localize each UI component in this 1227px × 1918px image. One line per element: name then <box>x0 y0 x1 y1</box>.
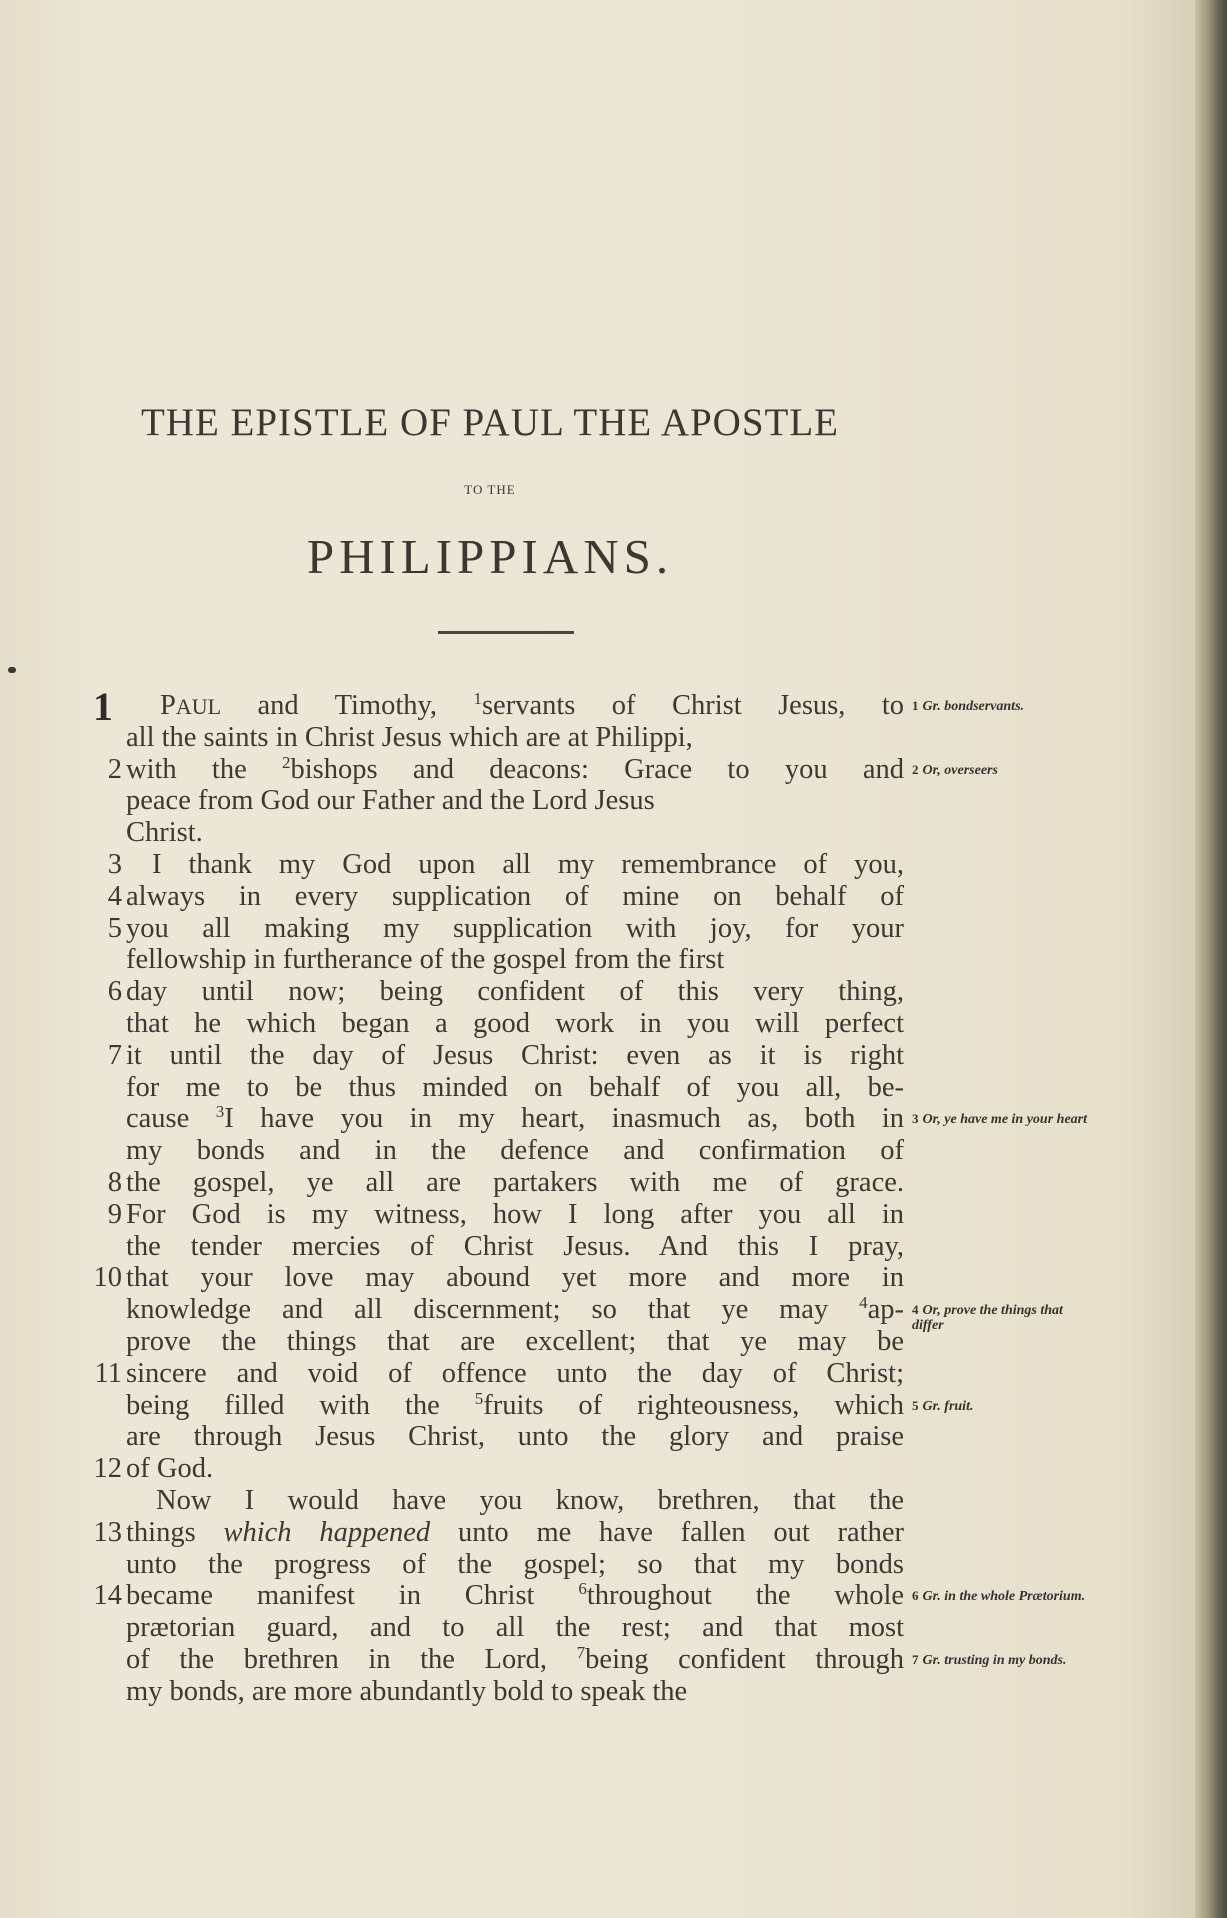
text-span: Now I would have you know, brethren, that the <box>156 1485 904 1516</box>
footnote-marker: 3 <box>215 1102 225 1122</box>
text-line <box>126 880 904 914</box>
text-line <box>126 1166 904 1200</box>
text-line <box>126 1230 904 1264</box>
verse-number: 12 <box>93 1453 122 1485</box>
text-line <box>126 1611 904 1645</box>
italic-text: which happened <box>223 1516 431 1548</box>
text-line <box>126 1071 904 1105</box>
text-span: prætorian guard, and to all the rest; and that most <box>126 1612 904 1644</box>
text-span: ap- <box>867 1294 904 1326</box>
margin-note <box>912 762 1097 778</box>
text-span: and Timothy, <box>221 690 474 721</box>
verse-number: 14 <box>93 1580 122 1612</box>
margin-note-text: Or, overseers <box>922 762 998 778</box>
margin-note <box>912 1588 1097 1604</box>
text-line <box>126 1516 904 1550</box>
margin-note-text: Or, ye have me in your heart <box>922 1112 1087 1128</box>
book-title: PHILIPPIANS. <box>306 529 674 584</box>
text-line <box>126 975 904 1009</box>
verse-number: 4 <box>107 880 122 912</box>
text-span: AUL <box>175 694 222 719</box>
footnote-marker: 5 <box>474 1388 484 1408</box>
text-line <box>126 1643 904 1677</box>
text-span: are through Jesus Christ, unto the glory and praise <box>126 1421 904 1453</box>
verse-number: 10 <box>93 1262 122 1294</box>
text-line <box>126 1389 904 1423</box>
margin-note-number: 3 <box>912 1111 919 1127</box>
text-span: I thank my God upon all my remembrance of you, <box>152 849 904 880</box>
chapter-number: 1 <box>93 684 113 729</box>
text-span: that he which began a good work in you will perfect <box>126 1008 904 1039</box>
text-span: P <box>160 690 176 721</box>
text-span: my bonds, are more abundantly bold to speak the <box>126 1675 688 1707</box>
text-span: For God is my witness, how I long after you all in <box>126 1198 904 1230</box>
title-rule <box>438 631 574 634</box>
text-span: always in every supplication of mine on behalf of <box>126 880 904 912</box>
text-line <box>126 943 904 977</box>
margin-note-text: Gr. trusting in my bonds. <box>922 1653 1067 1668</box>
margin-note-number: 2 <box>912 761 919 777</box>
footnote-marker: 4 <box>859 1293 868 1313</box>
ink-speck <box>8 667 16 673</box>
text-span: fruits of righteousness, which <box>483 1389 905 1421</box>
verse-number: 2 <box>107 753 122 785</box>
verse-number: 13 <box>93 1516 122 1548</box>
text-span: prove the things that are excellent; that ye may be <box>126 1326 904 1357</box>
margin-note-text: Or, prove the things that differ <box>912 1303 1063 1334</box>
text-line <box>126 816 904 850</box>
text-line <box>126 1548 904 1582</box>
text-line <box>126 1420 904 1454</box>
margin-note-number: 6 <box>912 1588 919 1604</box>
text-span: peace from God our Father and the Lord Jesus <box>126 785 655 817</box>
text-span: servants of Christ Jesus, to <box>481 690 904 721</box>
text-line <box>126 784 904 818</box>
margin-note <box>912 1302 1097 1333</box>
text-span: fellowship in furtherance of the gospel from the first <box>126 944 725 976</box>
margin-note <box>912 698 1097 714</box>
verse-number: 6 <box>107 976 122 1008</box>
text-span: being confident through <box>585 1644 904 1675</box>
text-span: the tender mercies of Christ Jesus. And this I pray, <box>126 1230 904 1262</box>
text-span: things <box>126 1516 224 1548</box>
margin-note <box>912 1398 1097 1414</box>
book-spine <box>1195 0 1227 1918</box>
text-line <box>156 1484 904 1518</box>
margin-note-text: Gr. fruit. <box>922 1398 974 1414</box>
verse-number: 5 <box>107 912 122 944</box>
text-span: throughout the whole <box>586 1580 905 1612</box>
text-span: unto me have fallen out rather <box>430 1516 904 1548</box>
text-line <box>126 1579 904 1613</box>
margin-note <box>912 1111 1097 1127</box>
text-span: all the saints in Christ Jesus which are at Philippi, <box>126 721 693 753</box>
text-span: being filled with the <box>126 1389 475 1421</box>
text-span: sincere and void of offence unto the day of Christ; <box>126 1357 904 1389</box>
text-line <box>126 1134 904 1168</box>
text-span: my bonds and in the defence and confirmation of <box>126 1135 904 1167</box>
margin-note <box>912 1652 1097 1668</box>
footnote-marker: 7 <box>576 1643 586 1662</box>
epistle-title-to: TO THE <box>464 482 516 497</box>
text-line <box>126 1261 904 1295</box>
text-line <box>126 1039 904 1073</box>
margin-note-number: 1 <box>912 698 919 713</box>
verse-number: 7 <box>107 1039 122 1071</box>
text-span: day until now; being confident of this very thing, <box>126 976 904 1008</box>
text-span: that your love may abound yet more and more in <box>126 1262 904 1294</box>
verse-number: 9 <box>107 1198 122 1230</box>
text-span: Christ. <box>126 817 203 849</box>
text-span: of the brethren in the Lord, <box>126 1644 577 1675</box>
text-span: knowledge and all discernment; so that ye may <box>126 1294 860 1326</box>
text-span: the gospel, ye all are partakers with me of grace. <box>126 1167 904 1198</box>
text-line <box>126 1325 904 1359</box>
footnote-marker: 2 <box>281 752 291 772</box>
text-span: it until the day of Jesus Christ: even as it is right <box>126 1039 904 1071</box>
text-line <box>126 1675 904 1709</box>
footnote-marker: 6 <box>578 1579 587 1599</box>
text-span: for me to be thus minded on behalf of you all, be- <box>126 1071 904 1103</box>
margin-note-text: Gr. in the whole Prætorium. <box>922 1589 1086 1605</box>
margin-note-number: 4 <box>912 1302 919 1318</box>
text-line <box>126 1357 904 1391</box>
text-line <box>160 689 904 723</box>
text-span: became manifest in Christ <box>126 1580 579 1612</box>
text-line <box>126 721 904 755</box>
text-span: with the <box>126 753 282 785</box>
text-line <box>126 1293 904 1327</box>
text-line <box>126 1452 904 1486</box>
text-span: of God. <box>126 1453 214 1485</box>
margin-note-number: 7 <box>912 1652 919 1667</box>
text-span: cause <box>126 1103 216 1135</box>
margin-note-text: Gr. bondservants. <box>922 699 1025 714</box>
text-line <box>126 1102 904 1136</box>
text-line <box>126 753 904 787</box>
text-span: you all making my supplication with joy, for your <box>126 912 904 944</box>
text-line <box>126 1198 904 1232</box>
verse-number: 3 <box>107 849 122 880</box>
text-line <box>152 848 904 882</box>
verse-number: 11 <box>94 1357 122 1389</box>
text-span: bishops and deacons: Grace to you and <box>290 753 904 785</box>
text-line <box>126 1007 904 1041</box>
verse-number: 8 <box>107 1167 122 1198</box>
text-span: unto the progress of the gospel; so that my bonds <box>126 1548 904 1580</box>
epistle-title: THE EPISTLE OF PAUL THE APOSTLE <box>140 401 840 444</box>
margin-note-number: 5 <box>912 1397 919 1413</box>
footnote-marker: 1 <box>473 689 482 708</box>
text-line <box>126 912 904 946</box>
text-span: I have you in my heart, inasmuch as, both in <box>224 1103 904 1135</box>
